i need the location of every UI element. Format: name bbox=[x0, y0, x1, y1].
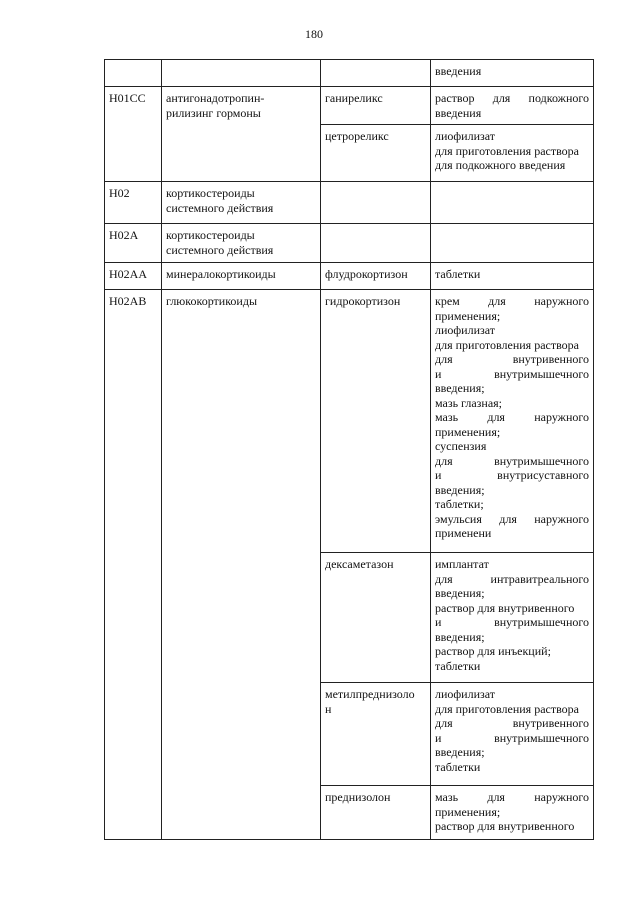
dosage-form-cell bbox=[431, 786, 594, 840]
group-cell bbox=[162, 263, 321, 290]
group-line: минералокортикоиды bbox=[166, 267, 276, 281]
atc-code-cell bbox=[105, 60, 162, 87]
dosage-form-line: для внутримышечного bbox=[435, 453, 589, 468]
dosage-form-line: введения; bbox=[435, 745, 485, 759]
dosage-form-cell bbox=[431, 683, 594, 786]
atc-code-cell: H02A bbox=[105, 224, 162, 263]
atc-code-cell: H01CC bbox=[105, 87, 162, 182]
dosage-form-line: применени bbox=[435, 526, 492, 540]
drug-cell bbox=[321, 182, 431, 224]
dosage-form-line: для внутривенного bbox=[435, 352, 589, 366]
atc-code-cell: H02AA bbox=[105, 263, 162, 290]
dosage-form-line: таблетки bbox=[435, 267, 481, 281]
drug-classification-table bbox=[104, 59, 594, 840]
drug-cell bbox=[321, 60, 431, 87]
table-row bbox=[105, 224, 594, 263]
dosage-form-line: имплантат bbox=[435, 557, 489, 571]
table-row bbox=[105, 263, 594, 290]
dosage-form-line: лиофилизат bbox=[435, 323, 496, 337]
dosage-form-line: для приготовления раствора bbox=[435, 337, 579, 352]
dosage-form-line: раствор для внутривенного bbox=[435, 600, 575, 615]
atc-code-cell: H02 bbox=[105, 182, 162, 224]
dosage-form-line: введения; bbox=[435, 482, 485, 497]
drug-cell: преднизолон bbox=[321, 786, 431, 840]
dosage-form-cell bbox=[431, 263, 594, 290]
table-row bbox=[105, 60, 594, 87]
dosage-form-line: и внутрисуставного bbox=[435, 468, 589, 482]
page-number: 180 bbox=[305, 27, 323, 41]
drug-line: н bbox=[325, 701, 332, 716]
dosage-form-line: таблетки bbox=[435, 658, 481, 673]
group-cell bbox=[162, 182, 321, 224]
dosage-form-cell bbox=[431, 60, 594, 87]
dosage-form-line: введения; bbox=[435, 586, 485, 600]
group-line: рилизинг гормоны bbox=[166, 105, 261, 120]
table-row bbox=[105, 290, 594, 553]
group-cell bbox=[162, 224, 321, 263]
drug-cell bbox=[321, 224, 431, 263]
group-cell bbox=[162, 290, 321, 840]
group-cell bbox=[162, 60, 321, 87]
dosage-form-line: крем для наружного bbox=[435, 294, 589, 308]
dosage-form-line: раствор для инъекций; bbox=[435, 644, 551, 658]
dosage-form-line: раствор для внутривенного bbox=[435, 819, 575, 833]
dosage-form-line: для подкожного введения bbox=[435, 158, 566, 172]
group-cell bbox=[162, 87, 321, 182]
dosage-form-line: введения bbox=[435, 105, 482, 120]
drug-cell: гидрокортизон bbox=[321, 290, 431, 553]
dosage-form-line: раствор для подкожного bbox=[435, 91, 589, 105]
dosage-form-line: мазь глазная; bbox=[435, 395, 503, 410]
drug-cell: цетрореликс bbox=[321, 125, 431, 182]
drug-cell: дексаметазон bbox=[321, 553, 431, 683]
dosage-form-cell bbox=[431, 224, 594, 263]
atc-code-cell: H02AB bbox=[105, 290, 162, 840]
dosage-form-line: для приготовления раствора bbox=[435, 701, 579, 716]
dosage-form-cell bbox=[431, 87, 594, 125]
dosage-form-line: применения; bbox=[435, 804, 501, 819]
drug-cell bbox=[321, 683, 431, 786]
dosage-form-line: для приготовления раствора bbox=[435, 143, 579, 158]
dosage-form-line: применения; bbox=[435, 424, 501, 439]
group-line: глюкокортикоиды bbox=[166, 294, 258, 308]
group-line: антигонадотропин- bbox=[166, 91, 265, 105]
dosage-form-cell bbox=[431, 290, 594, 553]
dosage-form-line: лиофилизат bbox=[435, 129, 496, 143]
dosage-form-line: применения; bbox=[435, 308, 501, 323]
dosage-form-line: мазь для наружного bbox=[435, 410, 589, 424]
dosage-form-line: таблетки bbox=[435, 759, 481, 774]
dosage-form-line: таблетки; bbox=[435, 497, 484, 511]
group-line: системного действия bbox=[166, 200, 274, 215]
dosage-form-line: и внутримышечного bbox=[435, 615, 589, 629]
table-row bbox=[105, 182, 594, 224]
table-row bbox=[105, 87, 594, 125]
group-line: системного действия bbox=[166, 242, 274, 257]
dosage-form-line: и внутримышечного bbox=[435, 730, 589, 745]
dosage-form-line: лиофилизат bbox=[435, 687, 496, 701]
dosage-form-line: введения; bbox=[435, 629, 485, 644]
group-line: кортикостероиды bbox=[166, 228, 255, 242]
drug-line: метилпреднизоло bbox=[325, 687, 415, 701]
drug-cell: ганиреликс bbox=[321, 87, 431, 125]
dosage-form-cell bbox=[431, 553, 594, 683]
group-line: кортикостероиды bbox=[166, 186, 255, 200]
dosage-form-line: и внутримышечного bbox=[435, 366, 589, 381]
drug-cell: флудрокортизон bbox=[321, 263, 431, 290]
dosage-form-cell bbox=[431, 125, 594, 182]
dosage-form-line: для внутривенного bbox=[435, 716, 589, 730]
dosage-form-line: эмульсия для наружного bbox=[435, 511, 589, 526]
dosage-form-cell bbox=[431, 182, 594, 224]
dosage-form-line: для интравитреального bbox=[435, 571, 589, 586]
dosage-form-line: суспензия bbox=[435, 439, 487, 453]
dosage-form-line: мазь для наружного bbox=[435, 790, 589, 804]
dosage-form-line: введения; bbox=[435, 381, 485, 395]
dosage-form-line: введения bbox=[435, 64, 482, 78]
